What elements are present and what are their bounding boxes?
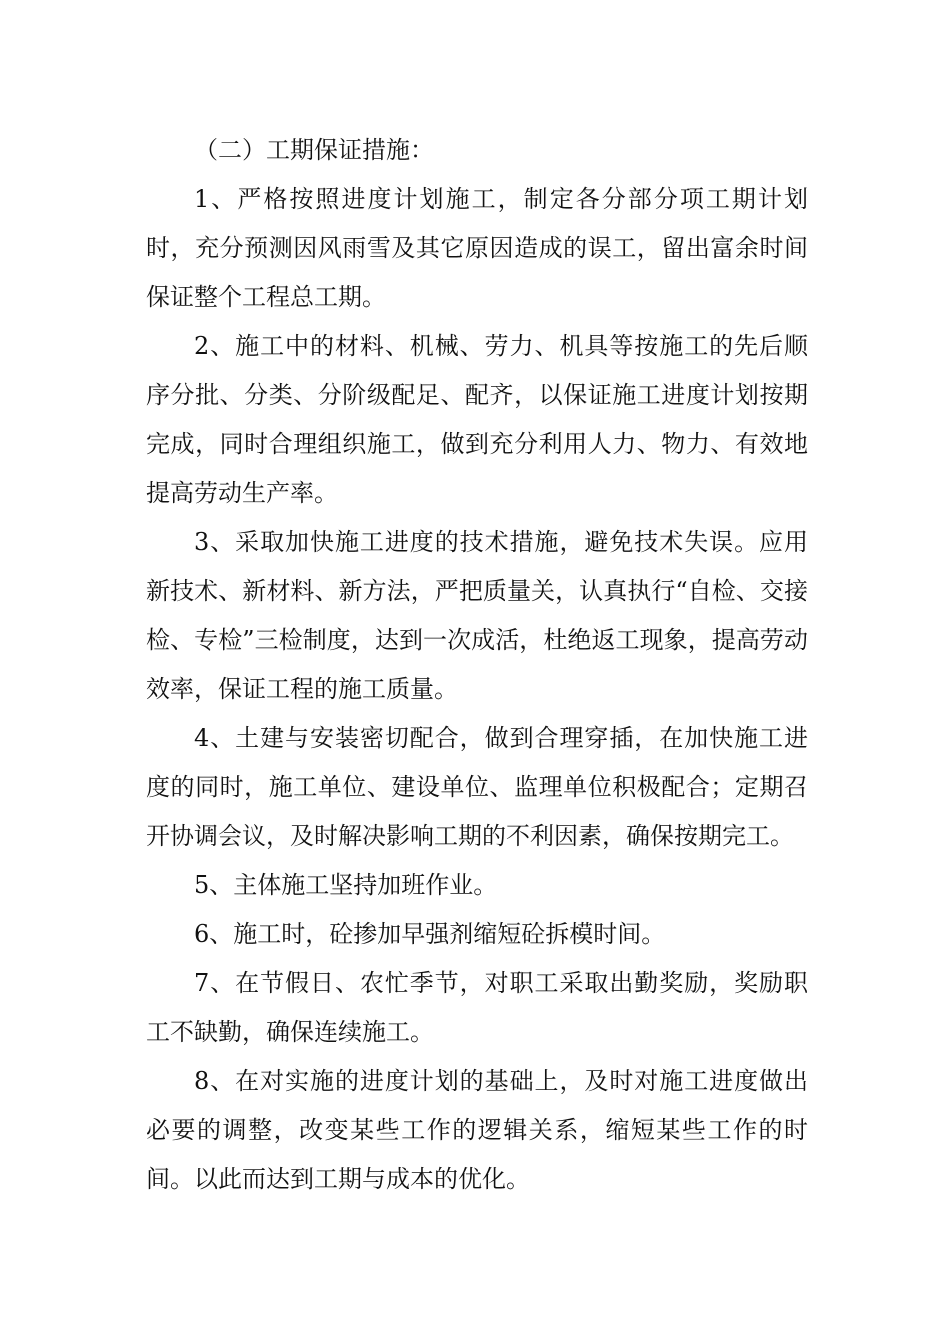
paragraph-4: 4、土建与安装密切配合，做到合理穿插，在加快施工进度的同时，施工单位、建设单位、监理单位积极配合；定期召开协调会议，及时解决影响工期的不利因素，确保按期完工。 (146, 724, 808, 850)
paragraph-3: 3、采取加快施工进度的技术措施，避免技术失误。应用新技术、新材料、新方法，严把质量关，认真执行“自检、交接检、专检”三检制度，达到一次成活，杜绝返工现象，提高劳动效率，保证工程的施工质量。 (146, 528, 808, 703)
paragraph-7: 7、在节假日、农忙季节，对职工采取出勤奖励，奖励职工不缺勤，确保连续施工。 (146, 969, 808, 1046)
paragraph-5: 5、主体施工坚持加班作业。 (194, 871, 498, 899)
paragraph-2: 2、施工中的材料、机械、劳力、机具等按施工的先后顺序分批、分类、分阶级配足、配齐，以保证施工进度计划按期完成，同时合理组织施工，做到充分利用人力、物力、有效地提高劳动生产率。 (146, 332, 808, 507)
paragraph-6: 6、施工时，砼掺加早强剂缩短砼拆模时间。 (194, 920, 666, 948)
paragraph-1: 1、严格按照进度计划施工，制定各分部分项工期计划时，充分预测因风雨雪及其它原因造成的误工，留出富余时间保证整个工程总工期。 (146, 185, 808, 311)
document-body (146, 126, 808, 1204)
paragraph-8: 8、在对实施的进度计划的基础上，及时对施工进度做出必要的调整，改变某些工作的逻辑关系，缩短某些工作的时间。以此而达到工期与成本的优化。 (146, 1067, 808, 1193)
section-heading: （二）工期保证措施： (194, 136, 434, 164)
